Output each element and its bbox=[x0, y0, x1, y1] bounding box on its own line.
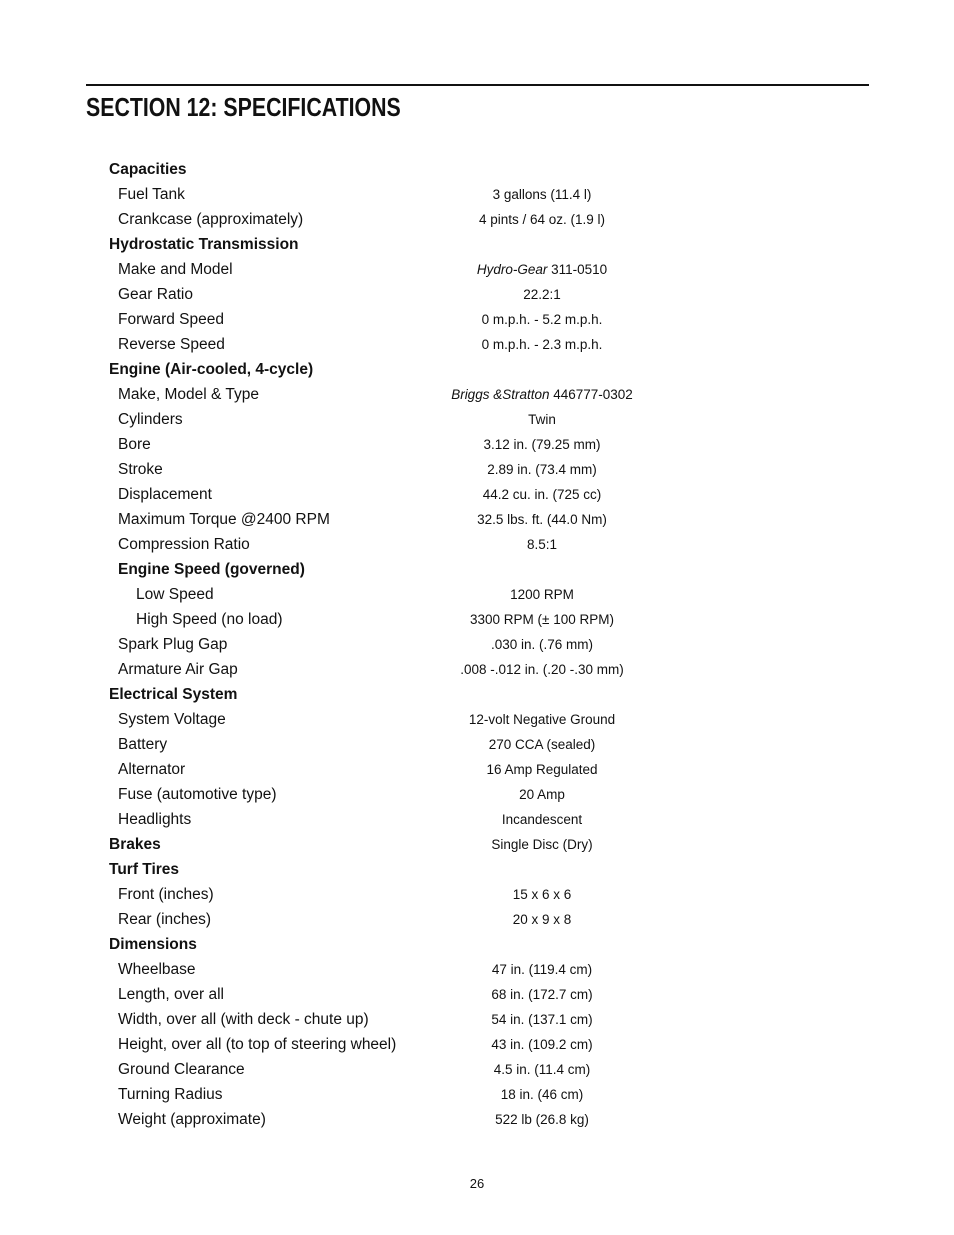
spec-row-length bbox=[0, 982, 954, 1007]
spec-category-dimensions bbox=[0, 932, 954, 957]
spec-value: 68 in. (172.7 cm) bbox=[491, 987, 593, 1002]
spec-label: Armature Air Gap bbox=[118, 661, 238, 678]
spec-label: Displacement bbox=[118, 486, 212, 503]
specifications-table bbox=[0, 157, 954, 1132]
spec-value: 1200 RPM bbox=[510, 587, 574, 602]
model-number: 446777-0302 bbox=[549, 387, 633, 402]
spec-value: 0 m.p.h. - 2.3 m.p.h. bbox=[481, 337, 603, 352]
spec-subcategory-engine-speed bbox=[0, 557, 954, 582]
spec-label: Weight (approximate) bbox=[118, 1111, 266, 1128]
category-label: Turf Tires bbox=[109, 861, 180, 878]
spec-label: Front (inches) bbox=[118, 886, 214, 903]
spec-label: Stroke bbox=[118, 461, 163, 478]
spec-row-wheelbase bbox=[0, 957, 954, 982]
subcategory-label: Engine Speed (governed) bbox=[118, 561, 305, 578]
spec-row-bore bbox=[0, 432, 954, 457]
spec-value: 43 in. (109.2 cm) bbox=[491, 1037, 593, 1052]
spec-row-armature-gap bbox=[0, 657, 954, 682]
spec-row-fuel-tank bbox=[0, 182, 954, 207]
spec-row-crankcase bbox=[0, 207, 954, 232]
spec-row-system-voltage bbox=[0, 707, 954, 732]
spec-value: 20 x 9 x 8 bbox=[512, 912, 572, 927]
spec-label: Crankcase (approximately) bbox=[118, 211, 304, 228]
spec-label: Length, over all bbox=[118, 986, 224, 1003]
spec-label: Fuel Tank bbox=[118, 186, 185, 203]
top-rule bbox=[86, 84, 869, 86]
spec-category-capacities bbox=[0, 157, 954, 182]
spec-row-torque bbox=[0, 507, 954, 532]
spec-value: 2.89 in. (73.4 mm) bbox=[487, 462, 597, 477]
spec-row-stroke bbox=[0, 457, 954, 482]
spec-value bbox=[477, 257, 607, 282]
spec-value: 22.2:1 bbox=[523, 287, 561, 302]
spec-label: Alternator bbox=[118, 761, 186, 778]
spec-value: .030 in. (.76 mm) bbox=[490, 637, 594, 652]
category-label: Hydrostatic Transmission bbox=[109, 236, 299, 253]
spec-label: Battery bbox=[118, 736, 168, 753]
spec-value: 4.5 in. (11.4 cm) bbox=[493, 1062, 591, 1077]
spec-row-battery bbox=[0, 732, 954, 757]
spec-value: 522 lb (26.8 kg) bbox=[495, 1112, 589, 1127]
spec-value: Incandescent bbox=[501, 812, 583, 827]
spec-row-compression bbox=[0, 532, 954, 557]
spec-label: Make and Model bbox=[118, 261, 233, 278]
spec-value: .008 -.012 in. (.20 -.30 mm) bbox=[460, 662, 624, 677]
spec-label: Headlights bbox=[118, 811, 192, 828]
model-number: 311-0510 bbox=[547, 262, 608, 277]
spec-value bbox=[451, 382, 633, 407]
spec-row-spark-gap bbox=[0, 632, 954, 657]
spec-label: Height, over all (to top of steering wheel) bbox=[118, 1036, 397, 1053]
spec-row-fuse bbox=[0, 782, 954, 807]
spec-value: 20 Amp bbox=[519, 787, 565, 802]
spec-row-reverse-speed bbox=[0, 332, 954, 357]
spec-label: Forward Speed bbox=[118, 311, 224, 328]
spec-label: Spark Plug Gap bbox=[118, 636, 228, 653]
brand-name: Hydro-Gear bbox=[476, 262, 548, 277]
spec-value: 4 pints / 64 oz. (1.9 l) bbox=[478, 212, 606, 227]
spec-label: Gear Ratio bbox=[118, 286, 193, 303]
spec-row-engine-make bbox=[0, 382, 954, 407]
spec-row-weight bbox=[0, 1107, 954, 1132]
spec-row-high-speed bbox=[0, 607, 954, 632]
spec-value: 3300 RPM (± 100 RPM) bbox=[470, 612, 614, 627]
spec-row-turning-radius bbox=[0, 1082, 954, 1107]
spec-label: Reverse Speed bbox=[118, 336, 225, 353]
spec-value: Single Disc (Dry) bbox=[491, 837, 593, 852]
spec-row-width bbox=[0, 1007, 954, 1032]
category-label: Brakes bbox=[109, 836, 161, 853]
spec-label: Fuse (automotive type) bbox=[118, 786, 277, 803]
spec-value: 44.2 cu. in. (725 cc) bbox=[482, 487, 602, 502]
spec-value: 47 in. (119.4 cm) bbox=[491, 962, 593, 977]
spec-label: Bore bbox=[118, 436, 151, 453]
spec-value: Twin bbox=[528, 412, 556, 427]
brand-name: Briggs &Stratton bbox=[451, 387, 550, 402]
category-label: Electrical System bbox=[109, 686, 238, 703]
spec-row-gear-ratio bbox=[0, 282, 954, 307]
spec-category-engine bbox=[0, 357, 954, 382]
category-label: Dimensions bbox=[109, 936, 197, 953]
page-number: 26 bbox=[469, 1176, 485, 1191]
spec-category-hydrostatic-transmission bbox=[0, 232, 954, 257]
spec-label: Maximum Torque @2400 RPM bbox=[118, 511, 330, 528]
spec-label: Cylinders bbox=[118, 411, 183, 428]
spec-row-displacement bbox=[0, 482, 954, 507]
spec-row-height bbox=[0, 1032, 954, 1057]
spec-value: 3.12 in. (79.25 mm) bbox=[483, 437, 601, 452]
spec-row-ground-clearance bbox=[0, 1057, 954, 1082]
spec-value: 270 CCA (sealed) bbox=[488, 737, 596, 752]
spec-row-headlights bbox=[0, 807, 954, 832]
spec-value: 16 Amp Regulated bbox=[486, 762, 598, 777]
spec-category-brakes bbox=[0, 832, 954, 857]
spec-category-electrical bbox=[0, 682, 954, 707]
spec-row-alternator bbox=[0, 757, 954, 782]
spec-label: Ground Clearance bbox=[118, 1061, 245, 1078]
spec-value: 15 x 6 x 6 bbox=[512, 887, 572, 902]
page-title: SECTION 12: SPECIFICATIONS bbox=[86, 92, 401, 122]
spec-value: 18 in. (46 cm) bbox=[500, 1087, 584, 1102]
spec-value: 3 gallons (11.4 l) bbox=[492, 187, 592, 202]
spec-value: 12-volt Negative Ground bbox=[468, 712, 616, 727]
spec-label: Low Speed bbox=[136, 586, 214, 603]
spec-row-low-speed bbox=[0, 582, 954, 607]
spec-row-make-model bbox=[0, 257, 954, 282]
spec-label: Wheelbase bbox=[118, 961, 196, 978]
spec-label: Rear (inches) bbox=[118, 911, 212, 928]
spec-label: System Voltage bbox=[118, 711, 226, 728]
spec-label: Compression Ratio bbox=[118, 536, 250, 553]
spec-label: High Speed (no load) bbox=[136, 611, 283, 628]
category-label: Engine (Air-cooled, 4-cycle) bbox=[109, 361, 314, 378]
spec-value: 8.5:1 bbox=[526, 537, 558, 552]
spec-value: 0 m.p.h. - 5.2 m.p.h. bbox=[481, 312, 603, 327]
spec-label: Make, Model & Type bbox=[118, 386, 260, 403]
spec-label: Turning Radius bbox=[118, 1086, 223, 1103]
category-label: Capacities bbox=[109, 161, 187, 178]
spec-category-turf-tires bbox=[0, 857, 954, 882]
spec-row-forward-speed bbox=[0, 307, 954, 332]
spec-row-cylinders bbox=[0, 407, 954, 432]
spec-value: 54 in. (137.1 cm) bbox=[491, 1012, 593, 1027]
spec-row-front-tires bbox=[0, 882, 954, 907]
spec-value: 32.5 lbs. ft. (44.0 Nm) bbox=[477, 512, 607, 527]
spec-label: Width, over all (with deck - chute up) bbox=[118, 1011, 369, 1028]
spec-row-rear-tires bbox=[0, 907, 954, 932]
